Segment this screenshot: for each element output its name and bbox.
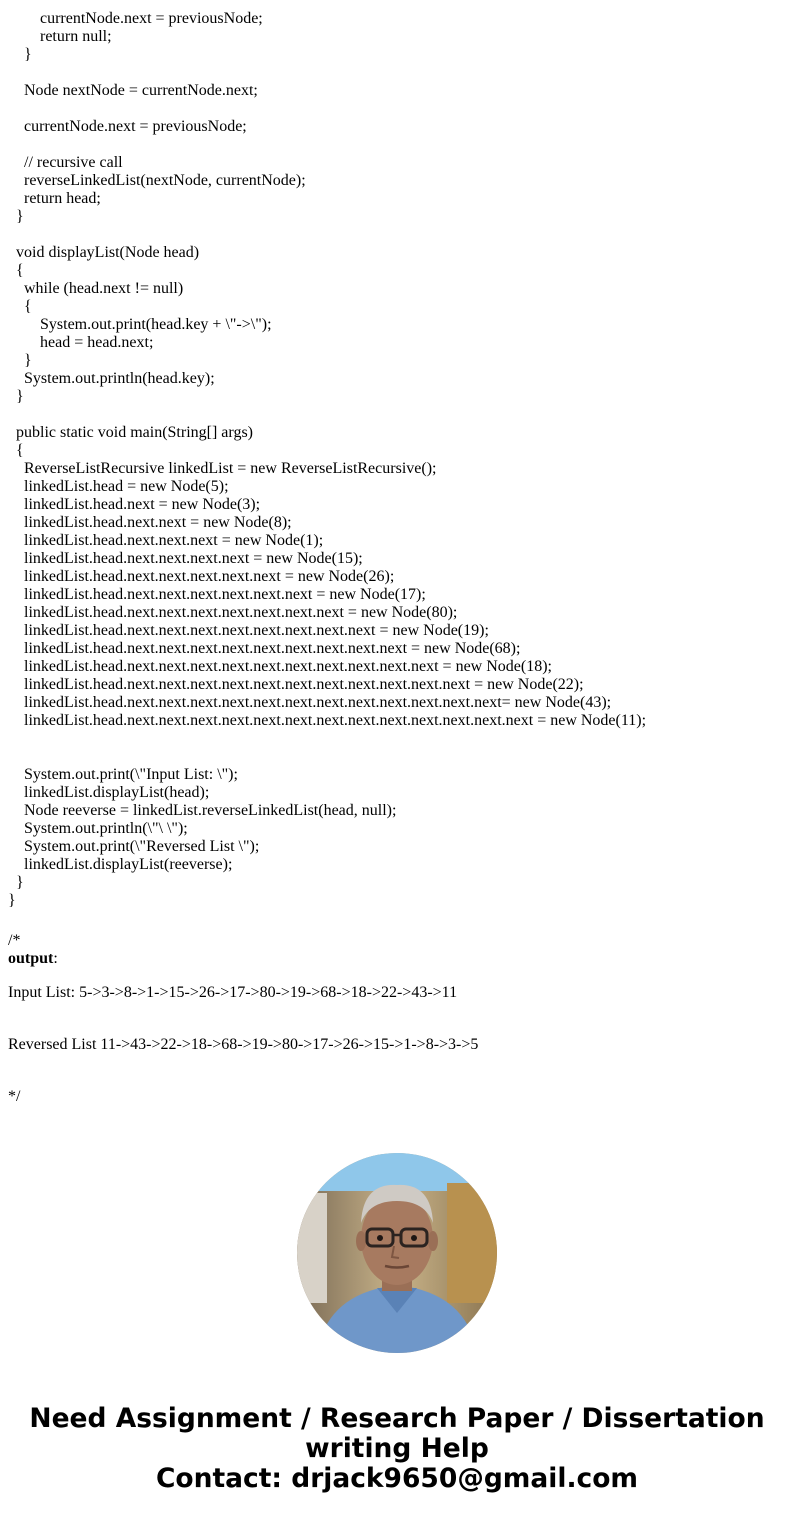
output-heading-colon: :: [53, 950, 58, 967]
code-line: {: [8, 262, 24, 279]
reversed-list-output: Reversed List 11->43->22->18->68->19->80->17->26->15->1->8->3->5: [8, 1036, 479, 1053]
code-line: // recursive call: [8, 154, 123, 171]
code-line: [8, 748, 646, 766]
code-line: linkedList.head.next.next.next.next.next.next.next.next.next.next.next.next.next = new Node(11);: [8, 712, 647, 729]
output-heading: output: [8, 950, 54, 967]
code-line: System.out.println(head.key);: [8, 370, 215, 387]
code-line: linkedList.head.next.next.next.next.next.next.next.next.next.next.next.next= new Node(43);: [8, 694, 612, 711]
code-line: }: [8, 892, 16, 909]
code-line: void displayList(Node head): [8, 244, 200, 261]
code-line: linkedList.head = new Node(5);: [8, 478, 229, 495]
code-line: {: [8, 442, 24, 459]
code-line: public static void main(String[] args): [8, 424, 253, 441]
code-line: linkedList.displayList(head);: [8, 784, 210, 801]
code-line: [8, 226, 646, 244]
code-line: [8, 730, 646, 748]
code-line: return null;: [8, 28, 112, 45]
code-line: Node reeverse = linkedList.reverseLinkedList(head, null);: [8, 802, 397, 819]
author-avatar: [297, 1153, 497, 1353]
code-block: [8, 10, 646, 910]
code-line: while (head.next != null): [8, 280, 184, 297]
output-heading-line: [8, 950, 478, 968]
code-line: linkedList.head.next.next.next.next.next.next = new Node(17);: [8, 586, 426, 603]
code-line: }: [8, 46, 32, 63]
code-line: }: [8, 388, 24, 405]
footer-contact: Contact: drjack9650@gmail.com: [155, 1463, 639, 1494]
code-line: linkedList.head.next = new Node(3);: [8, 496, 261, 513]
code-line: currentNode.next = previousNode;: [8, 10, 263, 27]
code-line: [8, 100, 646, 118]
code-line: linkedList.head.next.next.next.next = new Node(15);: [8, 550, 363, 567]
code-line: {: [8, 298, 32, 315]
output-block: [8, 932, 478, 1106]
code-line: linkedList.head.next.next.next.next.next = new Node(26);: [8, 568, 395, 585]
code-line: linkedList.head.next.next.next = new Node(1);: [8, 532, 324, 549]
code-line: System.out.print(\"Reversed List \");: [8, 838, 260, 855]
code-line: }: [8, 208, 24, 225]
code-line: ReverseListRecursive linkedList = new ReverseListRecursive();: [8, 460, 437, 477]
code-line: linkedList.displayList(reeverse);: [8, 856, 233, 873]
code-line: [8, 64, 646, 82]
comment-close: */: [8, 1088, 21, 1105]
code-line: head = head.next;: [8, 334, 154, 351]
code-line: System.out.print(head.key + \"->\");: [8, 316, 272, 333]
code-line: }: [8, 352, 32, 369]
code-line: reverseLinkedList(nextNode, currentNode);: [8, 172, 306, 189]
code-line: linkedList.head.next.next = new Node(8);: [8, 514, 292, 531]
code-line: linkedList.head.next.next.next.next.next.next.next.next.next.next = new Node(18);: [8, 658, 552, 675]
code-line: currentNode.next = previousNode;: [8, 118, 247, 135]
code-line: System.out.print(\"Input List: \");: [8, 766, 238, 783]
comment-open: /*: [8, 932, 21, 949]
code-line: }: [8, 874, 24, 891]
code-line: Node nextNode = currentNode.next;: [8, 82, 258, 99]
footer-line-1: Need Assignment / Research Paper / Dissertation: [29, 1403, 765, 1434]
code-line: linkedList.head.next.next.next.next.next.next.next.next.next.next.next = new Node(22);: [8, 676, 584, 693]
code-line: [8, 406, 646, 424]
code-line: linkedList.head.next.next.next.next.next.next.next = new Node(80);: [8, 604, 458, 621]
code-line: linkedList.head.next.next.next.next.next.next.next.next.next = new Node(68);: [8, 640, 521, 657]
footer-banner: [0, 1404, 794, 1494]
code-line: linkedList.head.next.next.next.next.next.next.next.next = new Node(19);: [8, 622, 489, 639]
input-list-output: Input List: 5->3->8->1->15->26->17->80->19->68->18->22->43->11: [8, 984, 458, 1001]
code-line: System.out.println(\"\ \");: [8, 820, 188, 837]
code-line: [8, 136, 646, 154]
code-line: return head;: [8, 190, 101, 207]
footer-line-2: writing Help: [305, 1433, 489, 1464]
author-portrait-image: [297, 1153, 497, 1353]
